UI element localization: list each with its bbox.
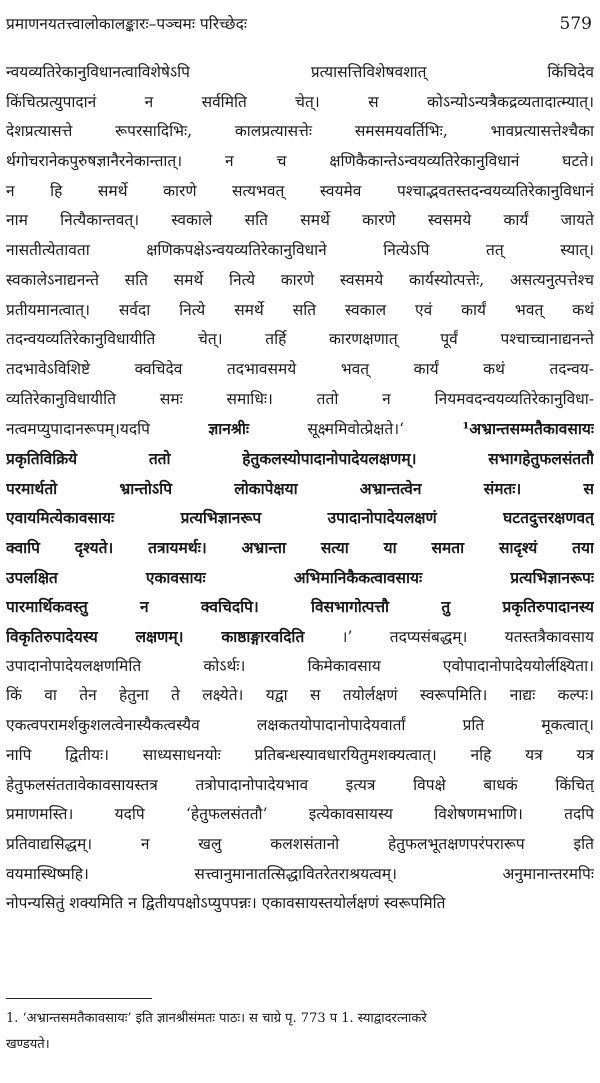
bold-text-segment: पारमार्थिकवस्तु न क्वचिदपि। विसभागोत्पत्तौ तु प्रकृतिरुपादानस्य bbox=[6, 597, 594, 617]
text-segment: नापि द्वितीयः। साध्यसाधनयोः प्रतिबन्धस्यावधारयितुमशक्यत्वात्। नहि यत्र यत्र bbox=[6, 745, 594, 764]
text-segment: नाम नित्यैकान्तवत्। स्वकाले सति समर्थे कारणे स्वसमये कार्यं जायते bbox=[6, 211, 594, 230]
text-segment: किंचित्प्रत्युपादानं न सर्वमिति चेत्। स कोऽन्योऽन्यत्रैकद्रव्यतादात्म्यात्। bbox=[6, 92, 594, 111]
text-segment: तदभावेऽविशिष्टे क्वचिदेव तदभावसमये भवत् कार्यं कथं तदन्वय- bbox=[6, 359, 594, 378]
text-line bbox=[6, 622, 594, 652]
text-segment: प्रतीयमानत्वात्। सर्वदा नित्ये समर्थे सति स्वकाल एवं कार्यं भवत् कथं bbox=[6, 300, 594, 319]
footnote-line: खण्डयते। bbox=[6, 1037, 50, 1052]
text-segment: प्रमाणमस्ति। यदपि ‘हेतुफलसंततौ’ इत्येकावसायस्य विशेषणमभाणि। तदपि bbox=[6, 805, 594, 824]
text-line bbox=[6, 563, 594, 593]
footnote bbox=[6, 1006, 594, 1058]
text-line bbox=[6, 325, 594, 355]
text-line bbox=[6, 474, 594, 504]
text-segment: नत्वमप्युपादानरूपम्।यदपि bbox=[6, 420, 150, 439]
bold-text-segment: उपलक्षित एकावसायः अभिमानिकैकत्वावसायः प्रत्यभिज्ञानरूपः bbox=[6, 567, 594, 587]
text-line bbox=[6, 800, 594, 830]
text-line bbox=[6, 266, 594, 296]
body-text bbox=[6, 58, 594, 919]
text-segment: एकत्वपरामर्शकुशलत्वेनास्यैकत्वस्यैव लक्षकतयोपादानोपादेयवार्तां प्रति मूकत्वात्। bbox=[6, 716, 594, 735]
text-segment: उपादानोपादेयलक्षणमिति कोऽर्थः। किमेकावसाय एवोपादानोपादेययोर्लक्ष्यिता। bbox=[6, 656, 594, 675]
text-segment: हेतुफलसंततावेकावसायस्तत्र तत्रोपादानोपादेयभाव इत्यत्र विपक्षे बाधकं किंचित् bbox=[6, 775, 594, 794]
text-segment: नासतीत्येतावता क्षणिकपक्षेऽन्वयव्यतिरेकानुविधाने नित्येऽपि तत् स्यात्। bbox=[6, 241, 594, 260]
bold-text-segment: विकृतिरुपादेयस्य लक्षणम्। काष्ठाङ्गारवदिति bbox=[6, 627, 305, 647]
text-line bbox=[6, 58, 594, 88]
text-line bbox=[6, 236, 594, 266]
bold-text-segment: एवायमित्येकावसायः प्रत्यभिज्ञानरूप उपादानोपादेयलक्षणं घटतदुत्तरक्षणवत् bbox=[6, 508, 594, 528]
text-line bbox=[6, 711, 594, 741]
text-line bbox=[6, 503, 594, 533]
bold-text-segment: क्वापि दृश्यते। तत्रायमर्थः। अभ्रान्ता सत्या या समता सादृश्यं तया bbox=[6, 538, 594, 557]
text-line bbox=[6, 771, 594, 801]
footnote-rule bbox=[6, 998, 152, 999]
text-segment: तदन्वयव्यतिरेकानुविधायीति चेत्। तर्हि कारणक्षणात् पूर्वं पश्चाच्चानाद्यनन्ते bbox=[6, 330, 594, 349]
text-line bbox=[6, 889, 594, 919]
text-line bbox=[6, 533, 594, 563]
text-line bbox=[6, 206, 594, 236]
text-segment: स्वकालेऽनाद्यनन्ते सति समर्थे नित्ये कारणे स्वसमये कार्यस्योत्पत्तेः, असत्यनुत्पत्तेश्च bbox=[6, 270, 594, 289]
bold-text-segment: ¹अभ्रान्तसम्मतैकावसायः bbox=[462, 419, 594, 439]
text-segment: नोपन्यसितुं शक्यमिति न द्वितीयपक्षोऽप्युपपन्नः। एकावसायस्तयोर्लक्षणं स्वरूपमिति bbox=[6, 894, 446, 913]
text-segment: सूक्ष्ममिवोत्प्रेक्षते।‘ bbox=[307, 420, 405, 439]
text-line bbox=[6, 385, 594, 415]
page-number: 579 bbox=[559, 14, 592, 34]
text-segment: प्रतिवाद्यसिद्धम्। न खलु कलशसंतानो हेतुफलभूतक्षणपरंपरारूप इति bbox=[6, 834, 594, 853]
text-line bbox=[6, 681, 594, 711]
text-line bbox=[6, 830, 594, 860]
text-segment: न्वयव्यतिरेकानुविधानत्वाविशेषेऽपि प्रत्यासत्तिविशेषवशात् किंचिदेव bbox=[6, 63, 594, 81]
text-segment: र्थगोचरानेकपुरुषज्ञानैरनेकान्तात्। न च क्षणिकैकान्तेऽन्वयव्यतिरेकानुविधानं घटते। bbox=[6, 152, 594, 171]
running-title: प्रमाणनयतत्त्वालोकालङ्कारः–पञ्चमः परिच्छेदः bbox=[6, 15, 247, 33]
text-line bbox=[6, 88, 594, 118]
bold-text-segment: प्रकृतिविक्रिये ततो हेतुकलस्योपादानोपादेयलक्षणम्। सभागहेतुफलसंततौ bbox=[6, 448, 594, 468]
text-segment: व्यतिरेकानुविधायीति समः समाधिः। ततो न नियमवदन्वयव्यतिरेकानुविधा- bbox=[6, 389, 594, 408]
text-line bbox=[6, 177, 594, 207]
text-segment: ।’ तदप्यसंबद्धम्। यतस्तत्रैकावसाय bbox=[341, 628, 594, 647]
text-line bbox=[6, 117, 594, 147]
text-line bbox=[6, 860, 594, 890]
text-segment: किं वा तेन हेतुना ते लक्ष्येते। यद्वा स तयोर्लक्षणं स्वरूपमिति। नाद्यः कल्पः। bbox=[6, 686, 594, 705]
text-segment: न हि समर्थे कारणे सत्यभवत् स्वयमेव पश्चाद्भवतस्तदन्वयव्यतिरेकानुविधानं bbox=[6, 181, 594, 200]
text-line bbox=[6, 741, 594, 771]
text-line bbox=[6, 444, 594, 474]
bold-text-segment: ज्ञानश्रीः bbox=[208, 419, 250, 439]
text-line bbox=[6, 652, 594, 682]
text-segment: वयमास्थिष्महि। सत्त्वानुमानातत्सिद्धावितरेतराश्रयत्वम्। अनुमानान्तरमपिः bbox=[6, 864, 594, 883]
text-line bbox=[6, 592, 594, 622]
text-line bbox=[6, 147, 594, 177]
page-header bbox=[6, 14, 592, 48]
text-line bbox=[6, 414, 594, 444]
text-segment: देशप्रत्यासत्ते रूपरसादिभिः, कालप्रत्यासत्तेः समसमयवर्तिभिः, भावप्रत्यासत्तेश्चैका bbox=[6, 122, 594, 141]
text-line bbox=[6, 355, 594, 385]
footnote-line: 1. ‘अभ्रान्तसमतैकावसायः’ इति ज्ञानश्रीसंमतः पाठः। स चाग्रे पृ. 773 प 1. स्याद्वादरत्नाकरे bbox=[6, 1011, 427, 1026]
text-line bbox=[6, 296, 594, 326]
bold-text-segment: परमार्थतो भ्रान्तोऽपि लोकापेक्षया अभ्रान्तत्वेन संमतः। स bbox=[6, 478, 594, 498]
